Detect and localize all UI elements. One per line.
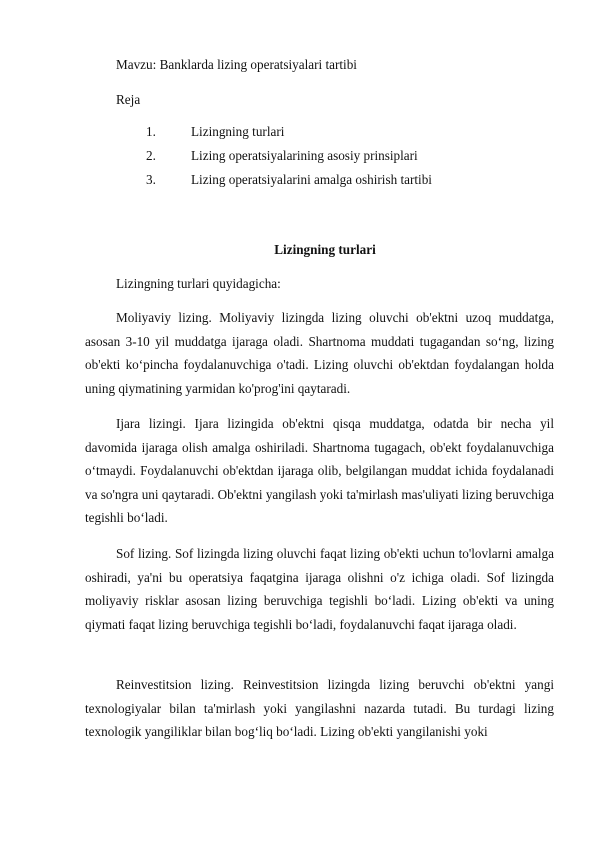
plan-item-number: 2. — [146, 148, 156, 163]
paragraph-financial-leasing: Moliyaviy lizing. Moliyaviy lizingda lizing oluvchi ob'ektni uzoq muddatga, asosan 3-10 yil muddatga ijaraga oladi. Shartnoma muddati tugagandan so‘ng, lizing ob'ekti ko‘pincha foydalanuvchiga o'tadi. Lizing oluvchi ob'ektdan foydalangan holda uning qiymatining yarmidan ko'prog'ini qaytaradi. — [85, 310, 554, 396]
topic-title: Mavzu: Banklarda lizing operatsiyalari tartibi — [116, 57, 357, 72]
section-heading: Lizingning turlari — [274, 242, 376, 257]
plan-item-number: 3. — [146, 172, 156, 187]
intro-text: Lizingning turlari quyidagicha: — [116, 276, 281, 291]
plan-title: Reja — [116, 92, 141, 107]
paragraph-operating-leasing: Ijara lizingi. Ijara lizingida ob'ektni qisqa muddatga, odatda bir necha yil davomida ijaraga olish amalga oshiriladi. Shartnoma tugagach, ob'ekt foydalanuvchiga o‘tmaydi. Foydalanuvchi ob'ektdan ijaraga olib, belgilangan muddat ichida foydalanadi va so'ngra uni qaytaradi. Ob'ektni yangilash yoki ta'mirlash mas'uliyati lizing beruvchiga tegishli bo‘ladi. — [85, 416, 554, 526]
paragraph-reinvestment-leasing: Reinvestitsion lizing. Reinvestitsion lizingda lizing beruvchi ob'ektni yangi texnologiyalar bilan ta'mirlash yoki yangilashni nazarda tutadi. Bu turdagi lizing texnologik yangiliklar bilan bog‘liq bo‘ladi. Lizing ob'ekti yangilanishi yoki — [85, 677, 554, 740]
plan-item-text: Lizing operatsiyalarini amalga oshirish tartibi — [191, 172, 432, 187]
plan-item-text: Lizing operatsiyalarining asosiy prinsiplari — [191, 148, 418, 163]
plan-item-number: 1. — [146, 124, 156, 139]
paragraph-net-leasing: Sof lizing. Sof lizingda lizing oluvchi faqat lizing ob'ekti uchun to'lovlarni amalga oshiradi, ya'ni bu operatsiya faqatgina ijaraga olishni o'z ichiga oladi. Sof lizingda moliyaviy risklar asosan lizing beruvchiga tegishli bo‘ladi. Lizing ob'ekti va uning qiymati faqat lizing beruvchiga tegishli bo‘ladi, foydalanuvchi faqat ijaraga oladi. — [85, 546, 554, 632]
plan-item-text: Lizingning turlari — [191, 124, 285, 139]
